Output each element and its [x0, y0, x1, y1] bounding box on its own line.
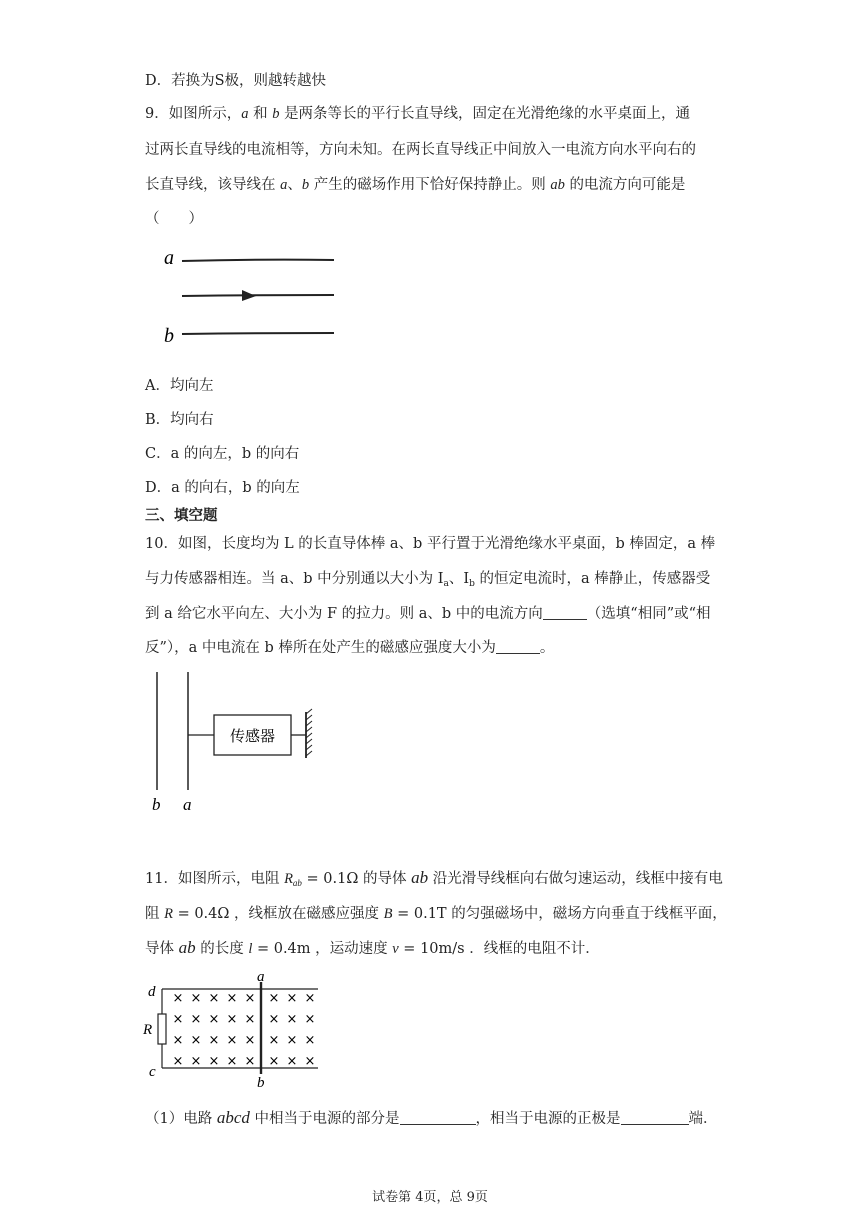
q9-option-c: C．a 的向左，b 的向右 — [145, 446, 300, 462]
magnetic-field-marks — [173, 991, 316, 1069]
field-x-mark: × — [208, 1012, 220, 1027]
q9-option-b: B．均向右 — [145, 412, 214, 428]
field-x-mark: × — [286, 1033, 298, 1048]
fig-label-c: c — [149, 1064, 156, 1080]
field-x-mark: × — [190, 1033, 202, 1048]
fig-label-a: a — [164, 247, 174, 269]
field-x-mark: × — [208, 991, 220, 1006]
field-x-mark: × — [172, 1054, 184, 1069]
q11-circuit-figure — [140, 969, 340, 1091]
field-x-mark: × — [286, 1054, 298, 1069]
field-x-mark: × — [226, 1054, 238, 1069]
wire-a — [182, 260, 334, 261]
field-x-mark: × — [244, 991, 256, 1006]
field-x-mark: × — [208, 1033, 220, 1048]
q11-line-2: 阻 R = 0.4Ω ，线框放在磁感应强度 B = 0.1T 的匀强磁场中，磁场方向垂直于线框平面， — [145, 906, 727, 922]
field-x-mark: × — [304, 1033, 316, 1048]
page-footer: 试卷第 4页，总 9页 — [372, 1190, 488, 1205]
q9-wires-figure — [160, 244, 360, 354]
q9-line-3: 长直导线，该导线在 a、b 产生的磁场作用下恰好保持静止。则 ab 的电流方向可能是 — [145, 177, 686, 193]
q9-option-a: A．均向左 — [145, 378, 214, 394]
field-x-mark: × — [244, 1012, 256, 1027]
field-x-mark: × — [190, 1012, 202, 1027]
q10-line-3: 到 a 给它水平向左、大小为 F 的拉力。则 a、b 中的电流方向 （选填“相同”或“相 — [145, 606, 711, 622]
fig-label-b: b — [164, 325, 174, 347]
field-x-mark: × — [190, 1054, 202, 1069]
q9-line-2: 过两长直导线的电流相等，方向未知。在两长直导线正中间放入一电流方向水平向右的 — [145, 142, 696, 158]
field-x-mark: × — [268, 991, 280, 1006]
answer-blank — [400, 1110, 476, 1125]
fig-label-b: b — [152, 795, 161, 814]
field-x-mark: × — [208, 1054, 220, 1069]
field-x-mark: × — [190, 991, 202, 1006]
q11-line-1: 11．如图所示，电阻 $R_{ab} = 0.1\Omega$ 的导体 ab 沿光滑导线框向右做匀速运动，线框中接有电 — [145, 868, 723, 888]
field-x-mark: × — [172, 1012, 184, 1027]
field-x-mark: × — [172, 1033, 184, 1048]
resistor — [158, 1014, 166, 1044]
field-x-mark: × — [268, 1054, 280, 1069]
field-x-mark: × — [226, 1033, 238, 1048]
fig-label-d: d — [148, 984, 156, 1000]
field-x-mark: × — [304, 991, 316, 1006]
field-x-mark: × — [244, 1054, 256, 1069]
q9-line-1: 9．如图所示，a 和 b 是两条等长的平行长直导线，固定在光滑绝缘的水平桌面上，通 — [145, 106, 691, 122]
fig-label-a: a — [257, 969, 265, 985]
wire-b — [182, 333, 334, 334]
wire-middle — [182, 295, 334, 296]
answer-blank — [496, 639, 540, 654]
field-x-mark: × — [226, 1012, 238, 1027]
answer-blank — [621, 1110, 689, 1125]
fig-label-r: R — [143, 1022, 153, 1038]
q9-option-d: D．a 的向右，b 的向左 — [145, 480, 300, 496]
q11-line-3: 导体 ab 的长度 l = 0.4m ，运动速度 v = 10m/s ．线框的电阻不计． — [145, 938, 600, 957]
q11-sub-1: （1）电路 abcd 中相当于电源的部分是 ，相当于电源的正极是 端． — [145, 1108, 718, 1127]
q10-line-4: 反”），a 中电流在 b 棒所在处产生的磁感应强度大小为 。 — [145, 640, 555, 656]
fig-label-a: a — [183, 795, 192, 814]
field-x-mark: × — [226, 991, 238, 1006]
arrow-right-icon — [242, 290, 256, 301]
field-x-mark: × — [268, 1012, 280, 1027]
sensor-label: 传感器 — [229, 727, 276, 745]
field-x-mark: × — [244, 1033, 256, 1048]
field-x-mark: × — [268, 1033, 280, 1048]
fig-label-b: b — [257, 1075, 265, 1091]
q10-line-2: 与力传感器相连。当 a、b 中分别通以大小为 $I_a$、$I_b$ 的恒定电流时，a 棒静止，传感器受 — [145, 571, 711, 589]
q9-answer-paren: （ ） — [145, 211, 203, 227]
q10-sensor-figure — [148, 672, 328, 817]
field-x-mark: × — [172, 991, 184, 1006]
section-heading: 三、填空题 — [145, 507, 218, 524]
field-x-mark: × — [286, 1012, 298, 1027]
answer-blank — [543, 605, 587, 620]
field-x-mark: × — [304, 1012, 316, 1027]
field-x-mark: × — [304, 1054, 316, 1069]
q8-option-d: D．若换为S极，则越转越快 — [145, 73, 327, 89]
q10-line-1: 10．如图，长度均为 L 的长直导体棒 a、b 平行置于光滑绝缘水平桌面，b 棒固定，a 棒 — [145, 536, 716, 552]
field-x-mark: × — [286, 991, 298, 1006]
